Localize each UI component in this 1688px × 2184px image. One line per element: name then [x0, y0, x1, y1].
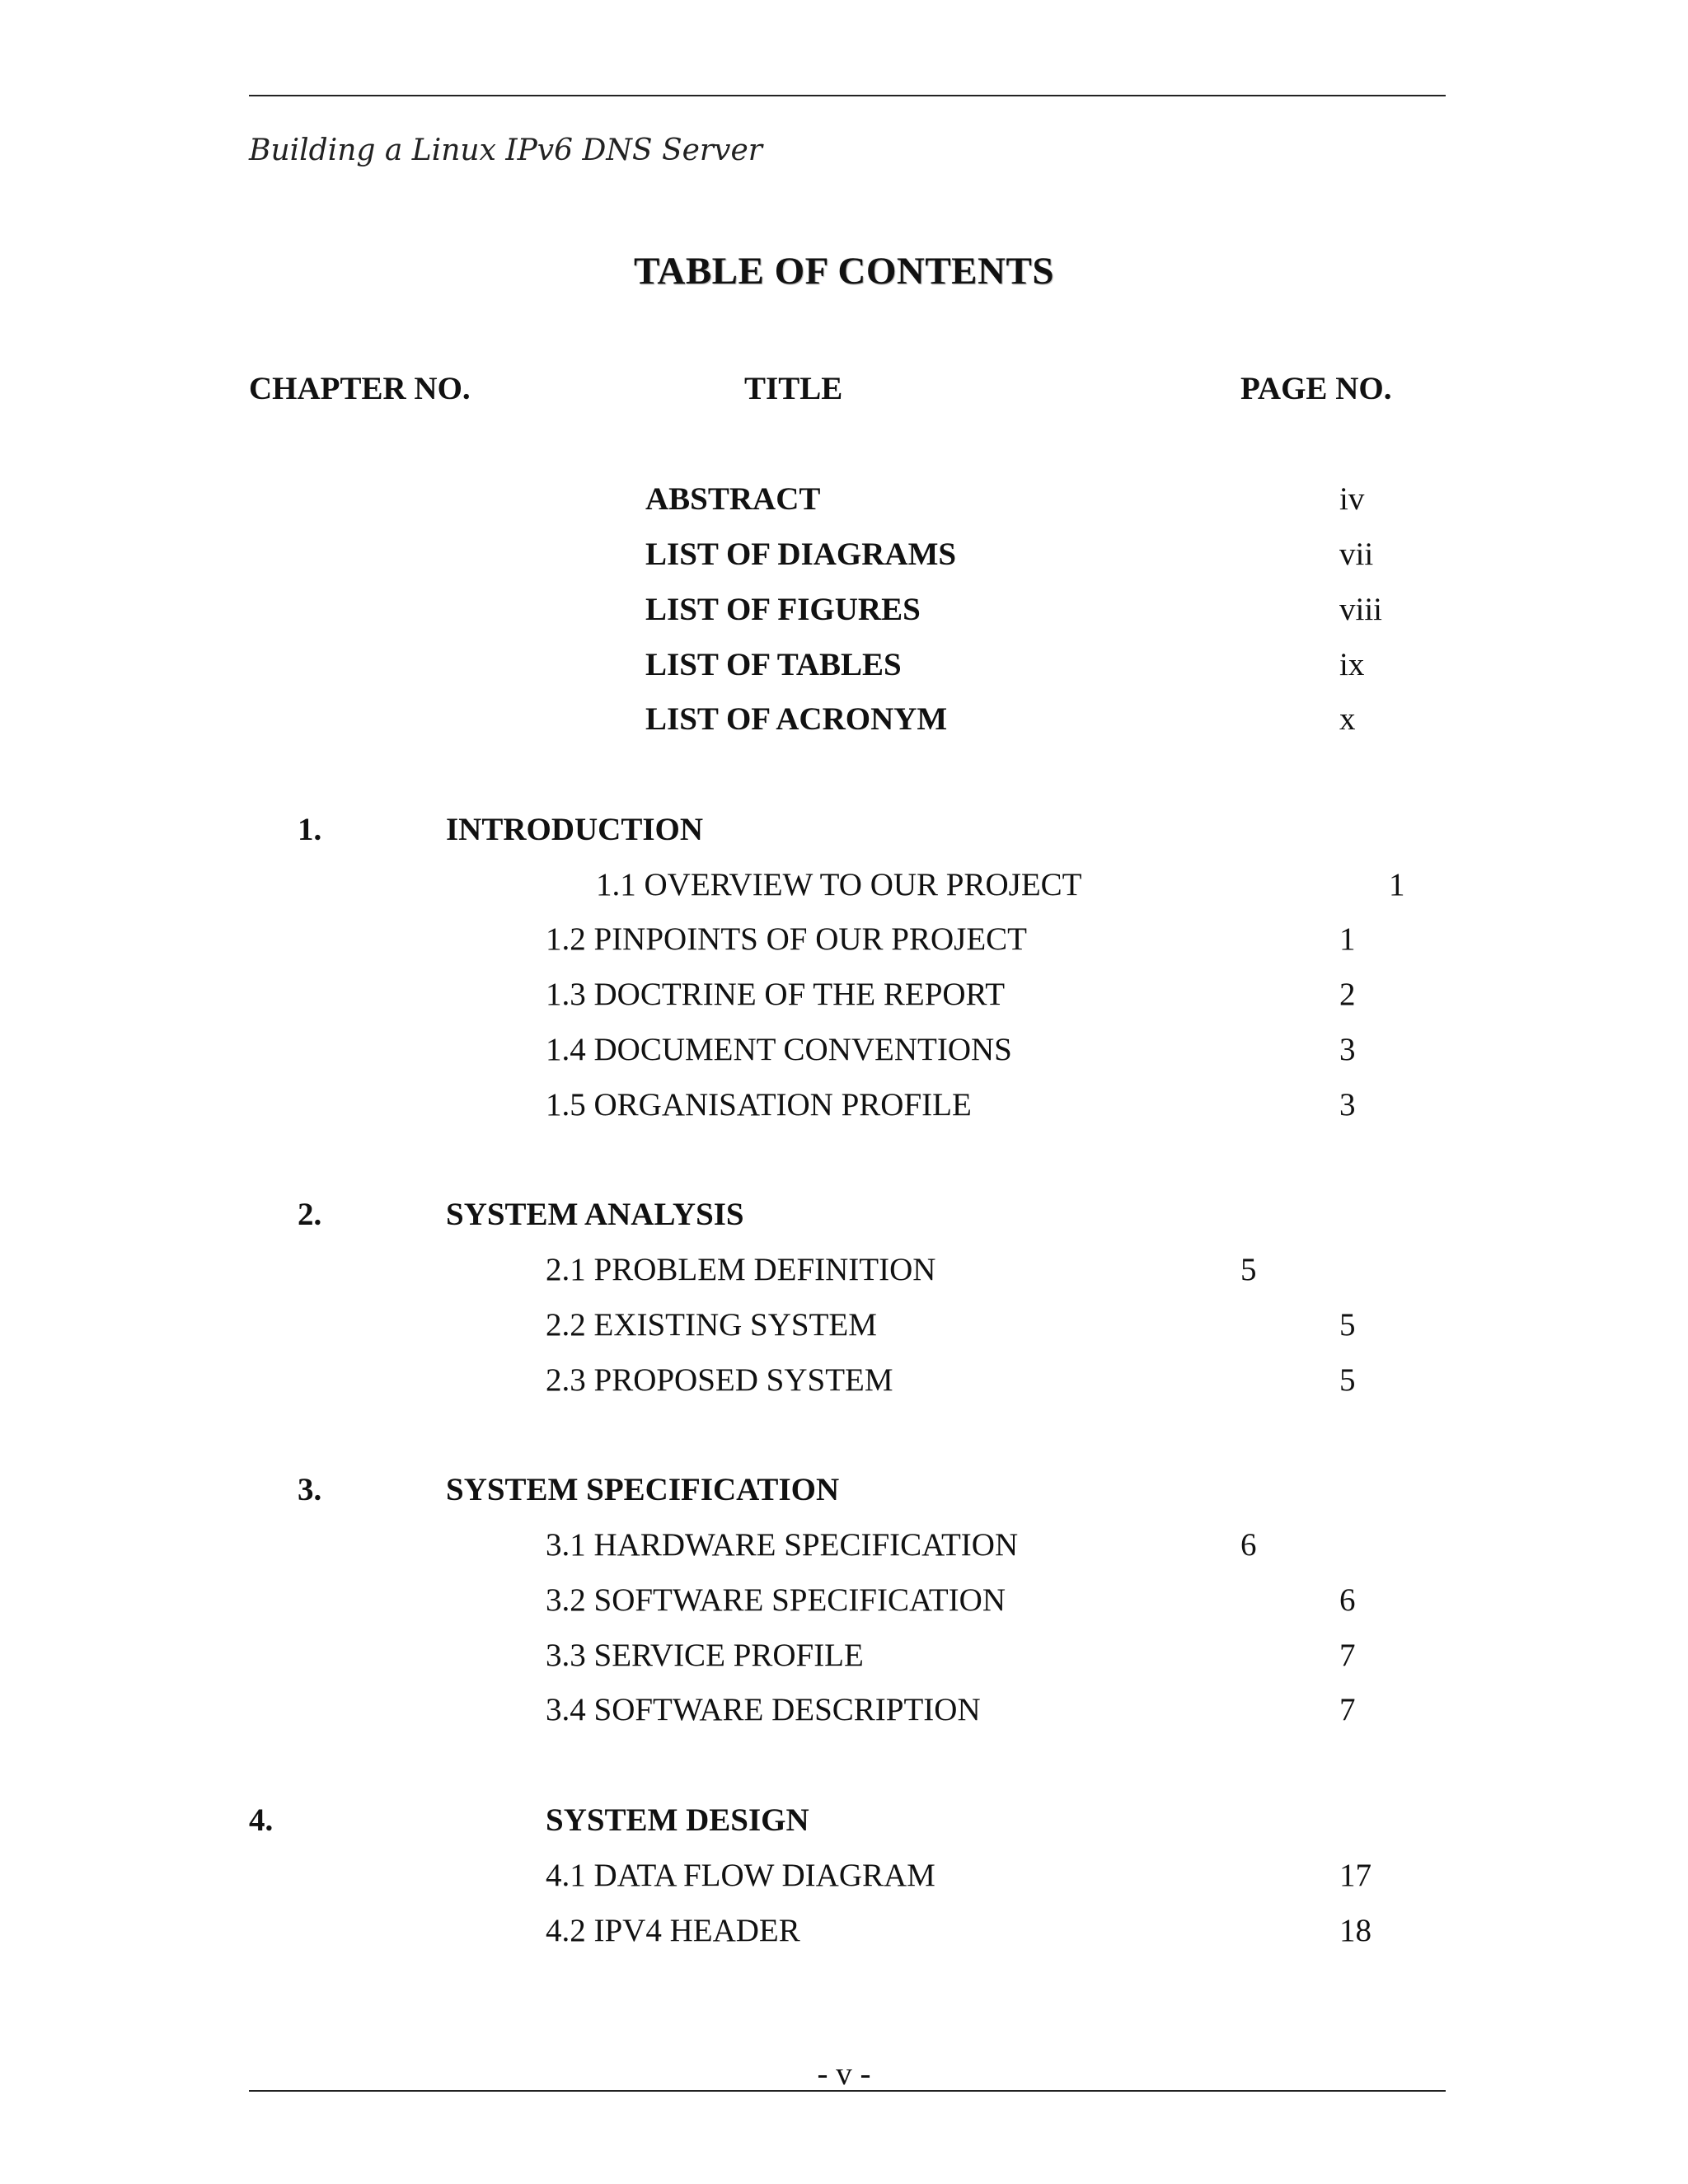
section-title: 2.1 PROBLEM DEFINITION [546, 1252, 936, 1287]
section-title: 1.2 PINPOINTS OF OUR PROJECT [546, 921, 1028, 957]
page-title: TABLE OF CONTENTS [634, 250, 1054, 293]
section-page: 1 [1339, 921, 1356, 957]
section-page: 3 [1339, 1087, 1356, 1122]
toc-front-title: ABSTRACT [645, 481, 821, 517]
section-title: 3.3 SERVICE PROFILE [546, 1638, 864, 1673]
section-page: 5 [1240, 1252, 1257, 1287]
section-page: 6 [1339, 1582, 1356, 1618]
section-page: 1 [1389, 867, 1405, 902]
section-title: 1.1 OVERVIEW TO OUR PROJECT [596, 867, 1082, 902]
section-title: 1.4 DOCUMENT CONVENTIONS [546, 1032, 1012, 1067]
toc-front-title: LIST OF DIAGRAMS [645, 537, 957, 572]
section-page: 6 [1240, 1527, 1257, 1563]
chapter-number: 1. [298, 812, 322, 847]
toc-front-page: viii [1339, 592, 1383, 627]
section-page: 7 [1339, 1638, 1356, 1673]
top-rule [249, 95, 1446, 96]
section-page: 7 [1339, 1692, 1356, 1727]
section-title: 3.2 SOFTWARE SPECIFICATION [546, 1582, 1006, 1618]
toc-front-page: vii [1339, 537, 1374, 572]
toc-front-page: iv [1339, 481, 1365, 517]
toc-front-title: LIST OF ACRONYM [645, 701, 948, 737]
chapter-number: 4. [249, 1802, 274, 1838]
chapter-number: 3. [298, 1472, 322, 1507]
chapter-title: SYSTEM DESIGN [546, 1802, 809, 1838]
section-title: 1.3 DOCTRINE OF THE REPORT [546, 977, 1006, 1012]
chapter-title: INTRODUCTION [446, 812, 704, 847]
section-title: 3.1 HARDWARE SPECIFICATION [546, 1527, 1019, 1563]
section-page: 18 [1339, 1913, 1372, 1948]
toc-front-title: LIST OF FIGURES [645, 592, 921, 627]
chapter-number: 2. [298, 1197, 322, 1232]
section-page: 3 [1339, 1032, 1356, 1067]
section-page: 17 [1339, 1858, 1372, 1893]
section-title: 2.2 EXISTING SYSTEM [546, 1307, 877, 1343]
chapter-title: SYSTEM SPECIFICATION [446, 1472, 840, 1507]
page-number: - v - [817, 2056, 871, 2092]
chapter-title: SYSTEM ANALYSIS [446, 1197, 744, 1232]
toc-front-title: LIST OF TABLES [645, 647, 902, 682]
running-header: Building a Linux IPv6 DNS Server [249, 134, 762, 167]
section-page: 2 [1339, 977, 1356, 1012]
section-title: 1.5 ORGANISATION PROFILE [546, 1087, 972, 1122]
section-title: 4.2 IPV4 HEADER [546, 1913, 800, 1948]
column-header-page: PAGE NO. [1240, 371, 1392, 406]
bottom-rule [249, 2090, 1446, 2092]
column-header-chapter: CHAPTER NO. [249, 371, 471, 406]
column-header-title: TITLE [744, 371, 843, 406]
section-title: 4.1 DATA FLOW DIAGRAM [546, 1858, 935, 1893]
section-page: 5 [1339, 1362, 1356, 1398]
toc-front-page: x [1339, 701, 1356, 737]
section-page: 5 [1339, 1307, 1356, 1343]
section-title: 2.3 PROPOSED SYSTEM [546, 1362, 893, 1398]
section-title: 3.4 SOFTWARE DESCRIPTION [546, 1692, 981, 1727]
toc-front-page: ix [1339, 647, 1365, 682]
